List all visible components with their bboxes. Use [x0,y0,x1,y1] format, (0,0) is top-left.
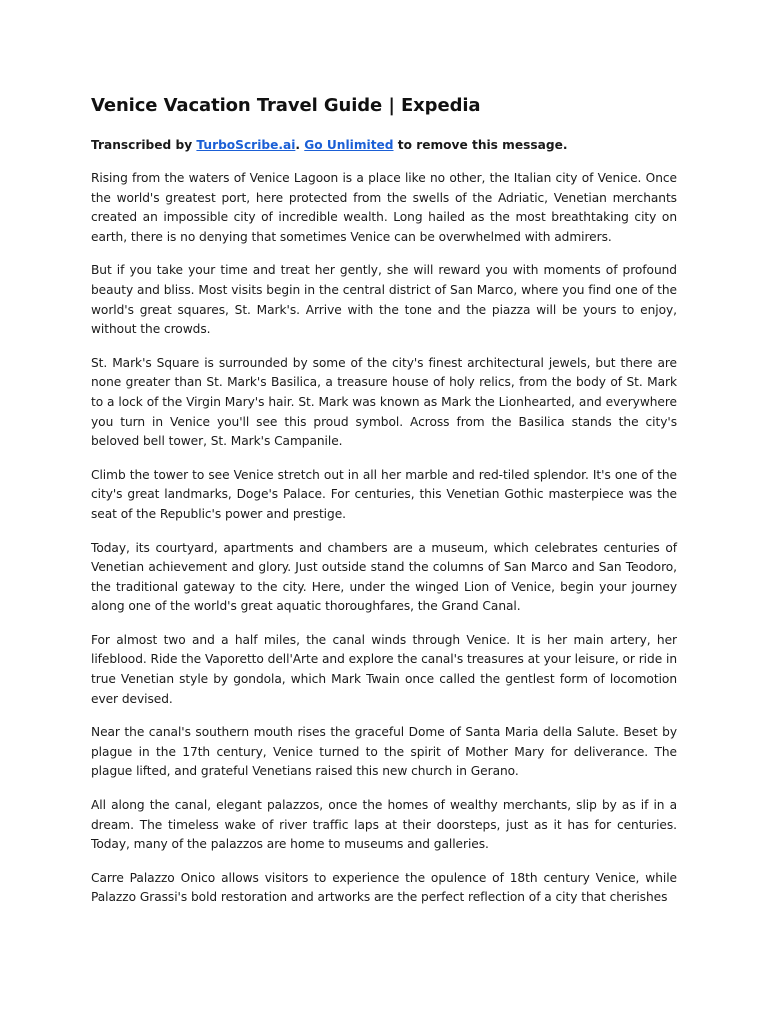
transcription-notice [91,136,677,154]
notice-suffix: to remove this message. [393,138,568,152]
paragraph: Climb the tower to see Venice stretch out in all her marble and red-tiled splendor. It's one of the city's great landmarks, Doge's Palace. For centuries, this Venetian Gothic masterpiece was the seat of the Republic's power and prestige. [91,467,677,521]
paragraph: But if you take your time and treat her gently, she will reward you with moments of profound beauty and bliss. Most visits begin in the central district of San Marco, where you find one of the world's great squares, St. Mark's. Arrive with the tone and the piazza will be yours to enjoy, without the crowds. [91,263,677,337]
document-title: Venice Vacation Travel Guide | Expedia [91,95,481,116]
go-unlimited-link[interactable]: Go Unlimited [304,138,394,152]
paragraph: Near the canal's southern mouth rises the graceful Dome of Santa Maria della Salute. Beset by plague in the 17th century, Venice turned to the spirit of Mother Mary for deliverance. The plague lifted, and grateful Venetians raised this new church in Gerano. [91,725,677,779]
paragraph: Today, its courtyard, apartments and chambers are a museum, which celebrates centuries of Venetian achievement and glory. Just outside stand the columns of San Marco and San Teodoro, the traditional gateway to the city. Here, under the winged Lion of Venice, begin your journey along one of the world's great aquatic thoroughfares, the Grand Canal. [91,540,677,614]
paragraph: All along the canal, elegant palazzos, once the homes of wealthy merchants, slip by as if in a dream. The timeless wake of river traffic laps at their doorsteps, just as it has for centuries. Today, many of the palazzos are home to museums and galleries. [91,798,677,852]
notice-prefix: Transcribed by [91,138,197,152]
paragraph: Carre Palazzo Onico allows visitors to experience the opulence of 18th century Venice, while Palazzo Grassi's bold restoration and artworks are the perfect reflection of a city that cherishes [91,870,677,905]
notice-separator: . [295,138,305,152]
paragraph: Rising from the waters of Venice Lagoon is a place like no other, the Italian city of Venice. Once the world's greatest port, here protected from the swells of the Adriatic, Venetian merchants created an impossible city of incredible wealth. Long hailed as the most breathtaking city on earth, there is no denying that sometimes Venice can be overwhelmed with admirers. [91,171,677,244]
turboscribe-link[interactable]: TurboScribe.ai [196,138,296,152]
document-page [91,94,677,922]
paragraph: For almost two and a half miles, the canal winds through Venice. It is her main artery, her lifeblood. Ride the Vaporetto dell'Arte and explore the canal's treasures at your leisure, or ride in true Venetian style by gondola, which Mark Twain once called the gentlest form of locomotion ever devised. [91,632,677,706]
paragraph: St. Mark's Square is surrounded by some of the city's finest architectural jewels, but there are none greater than St. Mark's Basilica, a treasure house of holy relics, from the body of St. Mark to a lock of the Virgin Mary's hair. St. Mark was known as Mark the Lionhearted, and everywhere you turn in Venice you'll see this proud symbol. Across from the Basilica stands the city's beloved bell tower, St. Mark's Campanile. [91,355,677,449]
